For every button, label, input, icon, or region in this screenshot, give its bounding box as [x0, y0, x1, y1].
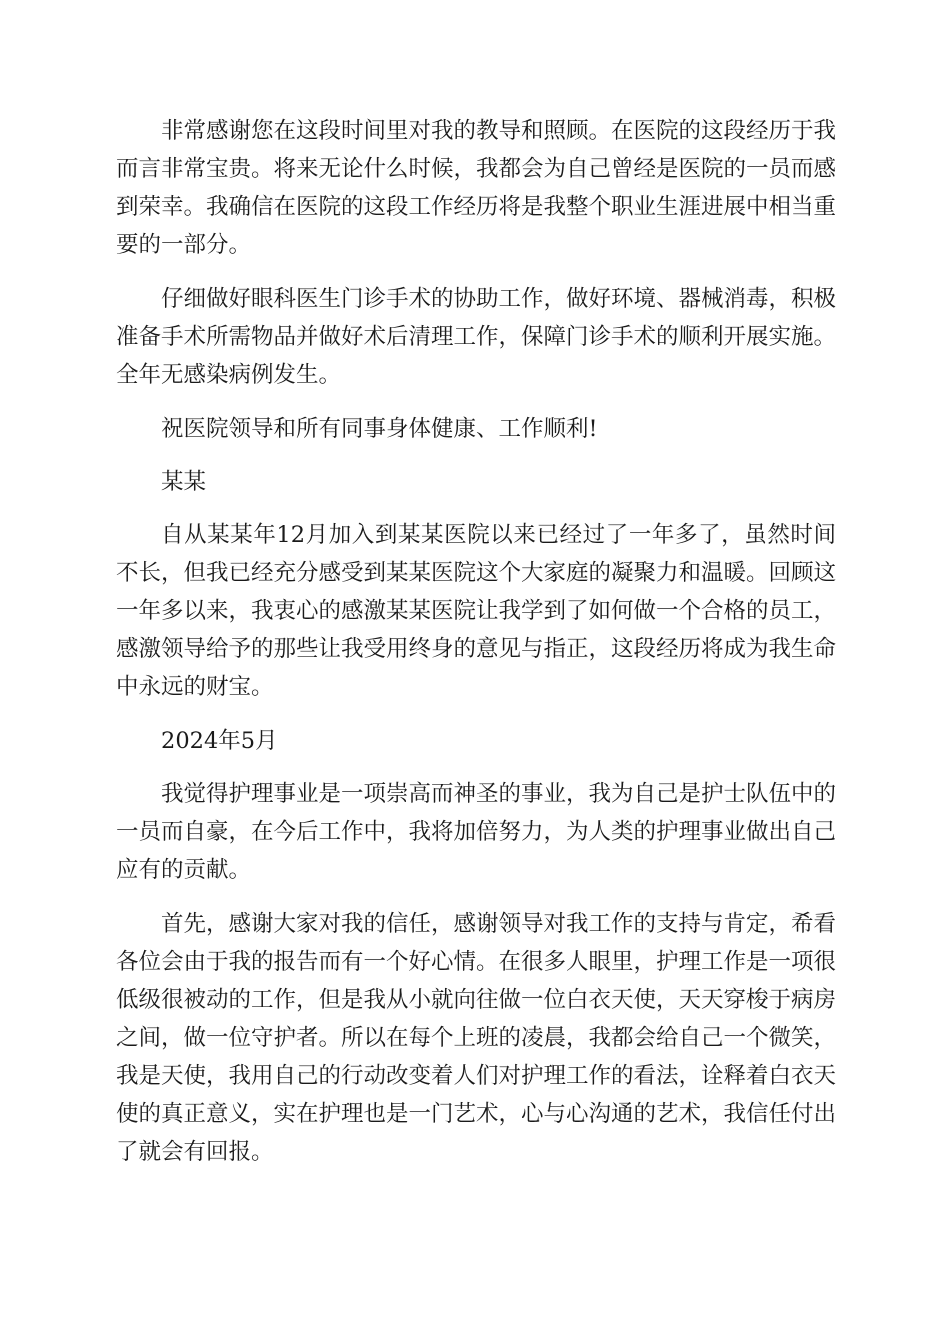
signature-date: 2024年5月: [161, 728, 278, 754]
paragraph-wishes: 祝医院领导和所有同事身体健康、工作顺利!: [161, 416, 598, 442]
paragraph-thanks: 非常感谢您在这段时间里对我的教导和照顾。在医院的这段经历于我而言非常宝贵。将来无论什么时候，我都会为自己曾经是医院的一员而感到荣幸。我确信在医院的这段工作经历将是我整个职业生涯进展中相当重要的一部分。: [116, 118, 837, 258]
paragraph-joining-hospital: 自从某某年12月加入到某某医院以来已经过了一年多了，虽然时间不长，但我已经充分感受到某某医院这个大家庭的凝聚力和温暖。回顾这一年多以来，我衷心的感激某某医院让我学到了如何做一个合格的员工，感激领导给予的那些让我受用终身的意见与指正，这段经历将成为我生命中永远的财宝。: [116, 522, 837, 700]
document-body: [116, 112, 836, 1187]
paragraph-report-opening: 首先，感谢大家对我的信任，感谢领导对我工作的支持与肯定，希看各位会由于我的报告而有一个好心情。在很多人眼里，护理工作是一项很低级很被动的工作，但是我从小就向往做一位白衣天使，天天穿梭于病房之间，做一位守护者。所以在每个上班的凌晨，我都会给自己一个微笑，我是天使，我用自己的行动改变着人们对护理工作的看法，诠释着白衣天使的真正意义，实在护理也是一门艺术，心与心沟通的艺术，我信任付出了就会有回报。: [116, 911, 837, 1165]
paragraph-nursing-career: 我觉得护理事业是一项崇高而神圣的事业，我为自己是护士队伍中的一员而自豪，在今后工作中，我将加倍努力，为人类的护理事业做出自己应有的贡献。: [116, 781, 837, 883]
paragraph-ophthalmology-work: 仔细做好眼科医生门诊手术的协助工作，做好环境、器械消毒，积极准备手术所需物品并做好术后清理工作，保障门诊手术的顺利开展实施。全年无感染病例发生。: [116, 286, 837, 388]
signature-name: 某某: [161, 469, 207, 495]
